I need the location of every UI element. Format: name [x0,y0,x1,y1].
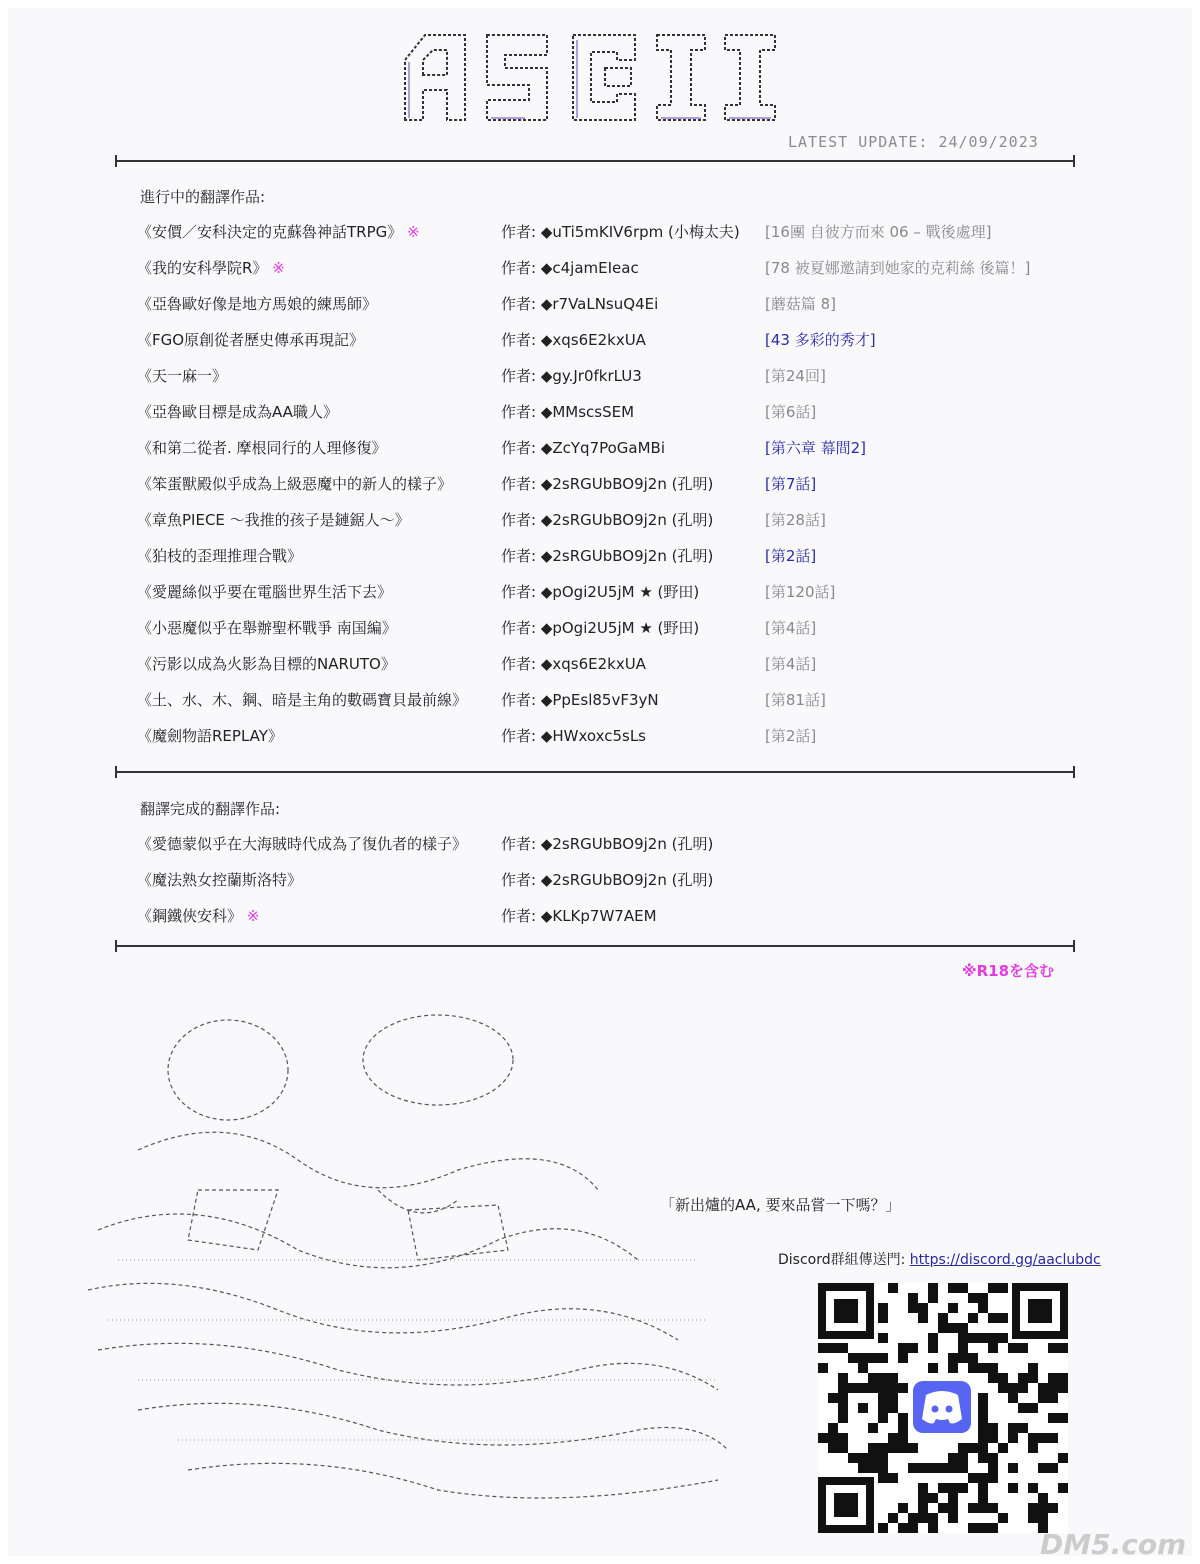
work-title[interactable]: 《愛麗絲似乎要在電腦世界生活下去》 [137,583,393,601]
work-author: 作者: ◆pOgi2U5jM ★ (野田) [501,619,700,637]
work-title[interactable]: 《章魚PIECE ～我推的孩子是鏈鋸人～》 [137,511,410,529]
divider-top [115,160,1075,162]
latest-chapter[interactable]: [第120話] [765,583,836,601]
latest-update: LATEST UPDATE: 24/09/2023 [788,133,1039,151]
work-title[interactable]: 《笨蛋獸殿似乎成為上級惡魔中的新人的樣子》 [137,475,453,493]
work-title[interactable]: 《魔劍物語REPLAY》 [137,727,283,745]
completed-heading: 翻譯完成的翻譯作品: [140,800,281,818]
work-title[interactable]: 《亞魯歐好像是地方馬娘的練馬師》 [137,295,378,313]
work-author: 作者: ◆2sRGUbBO9j2n (孔明) [501,547,714,565]
list-item[interactable] [0,293,1200,317]
list-item[interactable] [0,257,1200,281]
latest-chapter[interactable]: [第7話] [765,475,817,493]
list-item[interactable] [0,617,1200,641]
latest-chapter[interactable]: [第24回] [765,367,826,385]
list-item[interactable] [0,653,1200,677]
list-item[interactable] [0,221,1200,245]
latest-chapter[interactable]: [蘑菇篇 8] [765,295,837,313]
latest-chapter[interactable]: [第4話] [765,619,817,637]
r18-note: ※R18を含む [962,962,1055,980]
ascii-logo [395,30,785,125]
work-title[interactable]: 《安價／安科決定的克蘇魯神話TRPG》 ※ [137,223,420,241]
latest-chapter[interactable]: [第6話] [765,403,817,421]
latest-chapter[interactable]: [第28話] [765,511,826,529]
list-item[interactable] [0,689,1200,713]
r18-mark: ※ [267,259,285,277]
work-title[interactable]: 《魔法熟女控蘭斯洛特》 [137,871,303,889]
work-title[interactable]: 《和第二從者. 摩根同行的人理修復》 [137,439,387,457]
work-title[interactable]: 《愛德蒙似乎在大海賊時代成為了復仇者的樣子》 [137,835,468,853]
work-author: 作者: ◆KLKp7W7AEM [501,907,657,925]
latest-chapter[interactable]: [16團 自彼方而來 06 – 戰後處理] [765,223,992,241]
work-title[interactable]: 《我的安科學院R》 ※ [137,259,285,277]
list-item[interactable] [0,329,1200,353]
divider-bottom [115,945,1075,947]
work-title[interactable]: 《污影以成為火影為目標的NARUTO》 [137,655,396,673]
work-title[interactable]: 《亞魯歐目標是成為AA職人》 [137,403,338,421]
discord-line [778,1249,1101,1269]
ongoing-heading: 進行中的翻譯作品: [140,188,266,206]
work-title[interactable]: 《鋼鐵俠安科》 ※ [137,907,260,925]
list-item[interactable] [0,401,1200,425]
ascii-art-illustration [78,990,738,1510]
latest-chapter[interactable]: [第81話] [765,691,826,709]
work-author: 作者: ◆xqs6E2kxUA [501,331,646,349]
work-author: 作者: ◆gy.Jr0fkrLU3 [501,367,642,385]
quote-text: 「新出爐的AA, 要來品嘗一下嗎？」 [660,1196,901,1214]
discord-qr-code[interactable] [818,1283,1068,1533]
work-author: 作者: ◆MMscsSEM [501,403,635,421]
list-item[interactable] [0,365,1200,389]
r18-mark: ※ [242,907,260,925]
work-title[interactable]: 《天一麻一》 [137,367,228,385]
latest-chapter[interactable]: [第2話] [765,547,817,565]
work-author: 作者: ◆PpEsl85vF3yN [501,691,659,709]
list-item[interactable] [0,833,1200,857]
latest-chapter[interactable]: [第4話] [765,655,817,673]
work-title[interactable]: 《FGO原創從者歷史傳承再現記》 [137,331,365,349]
discord-label: Discord群組傳送門: [778,1252,906,1268]
list-item[interactable] [0,545,1200,569]
divider-middle [115,771,1075,773]
list-item[interactable] [0,581,1200,605]
work-author: 作者: ◆2sRGUbBO9j2n (孔明) [501,835,714,853]
latest-chapter[interactable]: [第六章 幕間2] [765,439,867,457]
work-author: 作者: ◆2sRGUbBO9j2n (孔明) [501,511,714,529]
work-author: 作者: ◆xqs6E2kxUA [501,655,646,673]
list-item[interactable] [0,437,1200,461]
work-title[interactable]: 《狛枝的歪理推理合戰》 [137,547,303,565]
work-author: 作者: ◆r7VaLNsuQ4Ei [501,295,659,313]
list-item[interactable] [0,473,1200,497]
latest-chapter[interactable]: [第2話] [765,727,817,745]
r18-mark: ※ [402,223,420,241]
latest-chapter[interactable]: [78 被夏娜邀請到她家的克莉絲 後篇！] [765,259,1031,277]
work-author: 作者: ◆uTi5mKIV6rpm (小梅太夫) [501,223,740,241]
work-author: 作者: ◆ZcYq7PoGaMBi [501,439,666,457]
work-author: 作者: ◆HWxoxc5sLs [501,727,646,745]
work-author: 作者: ◆2sRGUbBO9j2n (孔明) [501,871,714,889]
work-author: 作者: ◆2sRGUbBO9j2n (孔明) [501,475,714,493]
list-item[interactable] [0,725,1200,749]
latest-chapter[interactable]: [43 多彩的秀才] [765,331,876,349]
list-item[interactable] [0,905,1200,929]
list-item[interactable] [0,509,1200,533]
work-title[interactable]: 《小惡魔似乎在舉辦聖杯戰爭 南国編》 [137,619,397,637]
list-item[interactable] [0,869,1200,893]
work-author: 作者: ◆pOgi2U5jM ★ (野田) [501,583,700,601]
work-author: 作者: ◆c4jamEIeac [501,259,639,277]
discord-link[interactable]: https://discord.gg/aaclubdc [909,1252,1101,1268]
watermark: DM5.com [1040,1528,1187,1561]
work-title[interactable]: 《土、水、木、鋼、暗是主角的數碼寶貝最前線》 [137,691,468,709]
